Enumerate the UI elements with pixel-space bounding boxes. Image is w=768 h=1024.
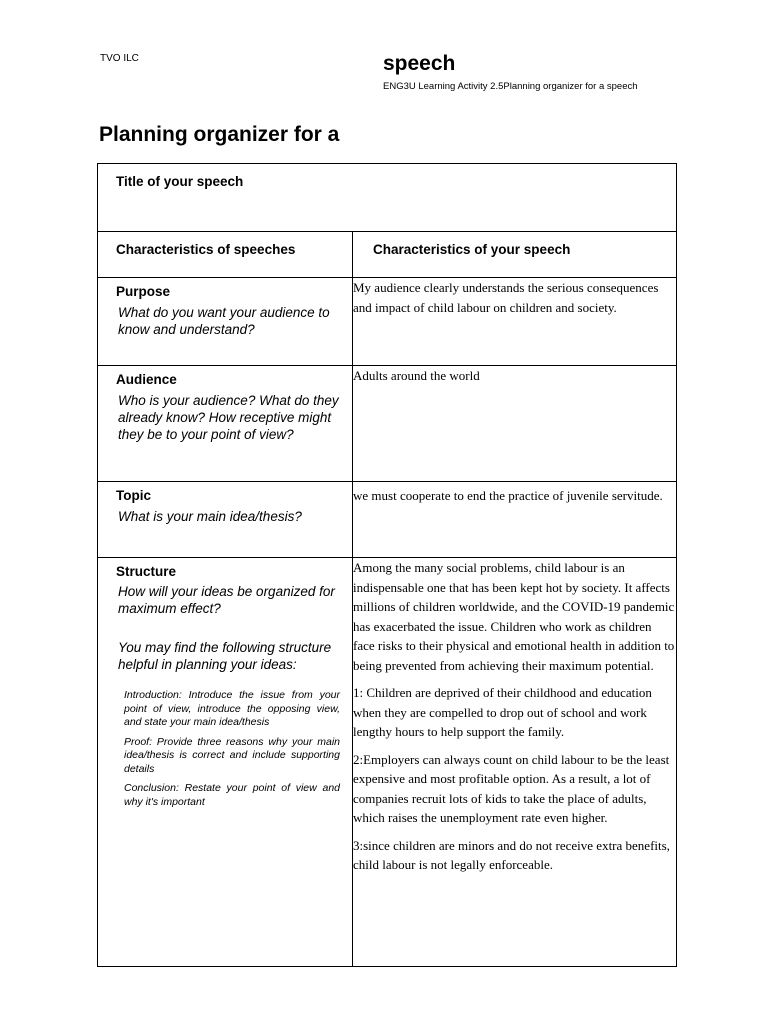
organization-label: TVO ILC — [100, 53, 139, 64]
topic-label: Topic — [116, 488, 151, 503]
course-subtitle: ENG3U Learning Activity 2.5Planning organizer for a speech — [383, 81, 638, 92]
structure-guide-list — [98, 689, 352, 809]
purpose-row — [98, 278, 677, 366]
purpose-answer-cell[interactable] — [353, 278, 677, 366]
audience-prompt: Who is your audience? What do they already know? How receptive might they be to your point of view? — [118, 393, 339, 442]
title-row — [98, 164, 677, 232]
structure-guide-item: Proof: Provide three reasons why your main idea/thesis is correct and include supporting details — [124, 735, 340, 775]
structure-prompt-secondary: You may find the following structure helpful in planning your ideas: — [118, 640, 332, 672]
planning-organizer-table — [97, 163, 677, 967]
structure-guide-item: Conclusion: Restate your point of view and why it's important — [124, 782, 340, 808]
purpose-prompt: What do you want your audience to know and understand? — [118, 305, 330, 337]
topic-prompt: What is your main idea/thesis? — [118, 509, 302, 524]
title-label: Title of your speech — [116, 174, 244, 189]
topic-answer-cell[interactable] — [353, 482, 677, 558]
audience-row — [98, 366, 677, 482]
col-right-header: Characteristics of your speech — [353, 232, 677, 278]
audience-answer: Adults around the world — [353, 368, 480, 383]
structure-guide-item: Introduction: Introduce the issue from your point of view, introduce the opposing view, and state your main idea/thesis — [124, 689, 340, 728]
topic-prompt-cell — [98, 482, 353, 558]
title-cell[interactable] — [98, 164, 677, 232]
audience-answer-cell[interactable] — [353, 366, 677, 482]
col-left-header: Characteristics of speeches — [98, 232, 353, 278]
header-speech-word: speech — [383, 52, 456, 75]
purpose-prompt-cell — [98, 278, 353, 366]
purpose-label: Purpose — [116, 284, 171, 299]
structure-answer-paragraph: 1: Children are deprived of their childhood and education when they are compelled to drop out of school and work lengthy hours to help support the family. — [353, 685, 652, 739]
audience-prompt-cell — [98, 366, 353, 482]
page-title: Planning organizer for a — [99, 123, 340, 146]
topic-row — [98, 482, 677, 558]
topic-answer: we must cooperate to end the practice of juvenile servitude. — [353, 488, 663, 503]
structure-answer-paragraph: 2:Employers can always count on child labour to be the least expensive and most profitable option. As a result, a lot of companies recruit lots of kids to take the place of adults, which raises the unemployment rate even higher. — [353, 751, 670, 825]
structure-row — [98, 558, 677, 967]
structure-prompt-cell — [98, 558, 353, 967]
structure-label: Structure — [116, 564, 177, 579]
structure-answer-paragraph: Among the many social problems, child labour is an indispensable one that has been kept hot by society. It affects millions of children worldwide, and the COVID-19 pandemic has exacerbated the issue. Children who work as children face risks to their physical and emotional health in addition to being prevented from achieving their maximum potential. — [353, 560, 675, 673]
characteristics-header-row — [98, 232, 677, 278]
audience-label: Audience — [116, 372, 177, 387]
structure-prompt: How will your ideas be organized for maximum effect? — [118, 584, 335, 616]
structure-answer-cell[interactable] — [353, 558, 677, 967]
purpose-answer: My audience clearly understands the serious consequences and impact of child labour on children and society. — [353, 280, 659, 315]
structure-answer-paragraph: 3:since children are minors and do not receive extra benefits, child labour is not legally enforceable. — [353, 837, 670, 872]
